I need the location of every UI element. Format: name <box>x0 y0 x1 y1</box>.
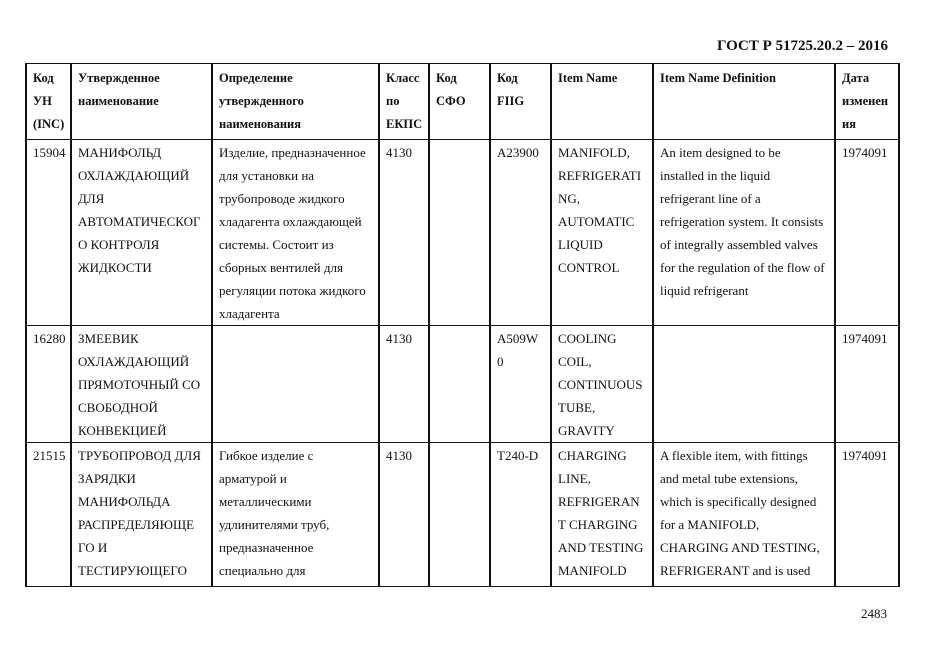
col-header-name-definition: Определение утвержденного наименования <box>212 64 379 140</box>
cell-name-definition <box>212 326 379 443</box>
cell-approved-name: ТРУБОПРОВОД ДЛЯ ЗАРЯДКИ МАНИФОЛЬДА РАСПРЕДЕЛЯЮЩЕ ГО И ТЕСТИРУЮЩЕГО <box>71 443 212 587</box>
cell-inc-code: 21515 <box>26 443 71 587</box>
cell-inc-code: 16280 <box>26 326 71 443</box>
cell-ekps-class: 4130 <box>379 140 429 326</box>
cell-item-name: COOLING COIL, CONTINUOUS TUBE, GRAVITY <box>551 326 653 443</box>
document-standard-title: ГОСТ Р 51725.20.2 – 2016 <box>716 38 888 54</box>
col-header-inc-code: Код УН (INC) <box>26 64 71 140</box>
cell-ekps-class: 4130 <box>379 326 429 443</box>
page-number: 2483 <box>861 606 887 621</box>
cell-item-name: CHARGING LINE, REFRIGERAN T CHARGING AND TESTING MANIFOLD <box>551 443 653 587</box>
col-header-sfo-code: Код СФО <box>429 64 490 140</box>
cell-fiig-code: T240-D <box>490 443 551 587</box>
cell-approved-name: МАНИФОЛЬД ОХЛАЖДАЮЩИЙ ДЛЯ АВТОМАТИЧЕСКОГ О КОНТРОЛЯ ЖИДКОСТИ <box>71 140 212 326</box>
cell-approved-name: ЗМЕЕВИК ОХЛАЖДАЮЩИЙ ПРЯМОТОЧНЫЙ СО СВОБОДНОЙ КОНВЕКЦИЕЙ <box>71 326 212 443</box>
cell-name-definition: Гибкое изделие с арматурой и металлическими удлинителями труб, предназначенное специально для <box>212 443 379 587</box>
table-row <box>26 140 899 326</box>
cell-change-date: 1974091 <box>835 443 899 587</box>
table-row <box>26 443 899 587</box>
cell-sfo-code <box>429 443 490 587</box>
cell-change-date: 1974091 <box>835 140 899 326</box>
col-header-ekps-class: Класс по ЕКПС <box>379 64 429 140</box>
cell-item-name: MANIFOLD, REFRIGERATI NG, AUTOMATIC LIQUID CONTROL <box>551 140 653 326</box>
cell-item-name-definition: An item designed to be installed in the liquid refrigerant line of a refrigeration system. It consists of integrally assembled valves for the regulation of the flow of liquid refrigerant <box>653 140 835 326</box>
catalog-table <box>25 63 900 587</box>
table-row <box>26 326 899 443</box>
cell-sfo-code <box>429 140 490 326</box>
cell-change-date: 1974091 <box>835 326 899 443</box>
cell-item-name-definition <box>653 326 835 443</box>
cell-ekps-class: 4130 <box>379 443 429 587</box>
col-header-item-name-definition: Item Name Definition <box>653 64 835 140</box>
col-header-change-date: Дата изменен ия <box>835 64 899 140</box>
cell-name-definition: Изделие, предназначенное для установки на трубопроводе жидкого хладагента охлаждающей системы. Состоит из сборных вентилей для регуляции потока жидкого хладагента <box>212 140 379 326</box>
cell-fiig-code: A509W 0 <box>490 326 551 443</box>
col-header-item-name: Item Name <box>551 64 653 140</box>
cell-fiig-code: A23900 <box>490 140 551 326</box>
table-header-row <box>26 64 899 140</box>
col-header-fiig-code: Код FIIG <box>490 64 551 140</box>
cell-sfo-code <box>429 326 490 443</box>
col-header-approved-name: Утвержденное наименование <box>71 64 212 140</box>
cell-item-name-definition: A flexible item, with fittings and metal tube extensions, which is specifically designed for a MANIFOLD, CHARGING AND TESTING, REFRIGERANT and is used <box>653 443 835 587</box>
cell-inc-code: 15904 <box>26 140 71 326</box>
